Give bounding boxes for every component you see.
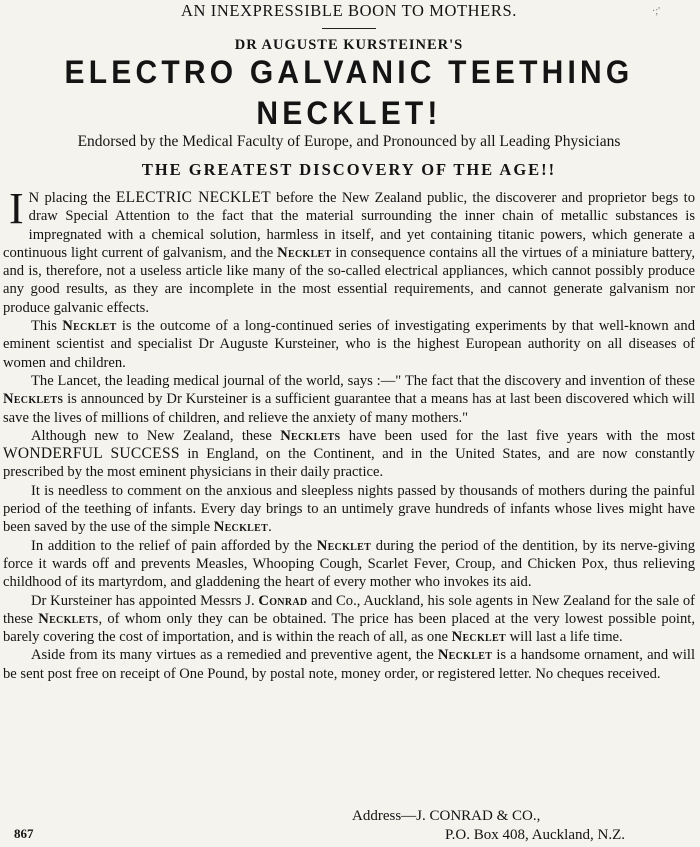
text-run-smallcaps: Necklet xyxy=(213,519,269,536)
text-run: is the outcome of a long-continued series of investigating experiments by that well-known and eminent scientist and specialist Dr Auguste Kursteiner, who is the highest European authority on all diseases of women and children. xyxy=(3,318,695,371)
endorsement-text: Endorsed by the Medical Faculty of Europe, and Pronounced by all Leading Physicians xyxy=(77,133,621,150)
print-speck: ·;' xyxy=(652,6,660,17)
text-run: Aside from its many virtues as a remedied and preventive agent, the xyxy=(31,647,438,664)
text-run-emphasis: ELECTRIC NECKLET xyxy=(115,189,271,206)
paragraph-1 xyxy=(3,184,696,317)
heading-rule xyxy=(322,28,376,29)
top-heading: AN INEXPRESSIBLE BOON TO MOTHERS. xyxy=(181,1,517,20)
text-run: and Co., Auckland, his sole agents in New Zealand for the sale of these xyxy=(3,592,695,627)
text-run: Although new to New Zealand, these xyxy=(31,427,281,444)
paragraph-8 xyxy=(3,646,695,683)
paragraph-5 xyxy=(3,482,695,537)
paragraph-2 xyxy=(3,317,695,372)
ad-reference-number: 867 xyxy=(14,826,34,841)
text-run: Dr Kursteiner has appointed Messrs J. xyxy=(31,592,259,609)
paragraph-3 xyxy=(3,372,695,427)
advert-body xyxy=(3,184,696,683)
text-run: N placing the xyxy=(28,190,116,206)
text-run-smallcaps: Necklet xyxy=(437,647,493,664)
text-run: in England, on the Continent, and in the United States, and are now constantly prescribed by the most eminent physicians in their daily practice. xyxy=(3,446,695,481)
text-run-smallcaps: Necklets xyxy=(38,610,99,627)
paragraph-6 xyxy=(3,537,695,592)
text-run-smallcaps: Necklet xyxy=(316,537,372,554)
text-run: . xyxy=(268,519,272,536)
text-run: This xyxy=(31,318,63,335)
text-run: In addition to the relief of pain afforded by the xyxy=(31,537,317,554)
text-run: during the period of the dentition, by its nerve-giving force it wards off and prevents Measles, Whooping Cough, Scarlet Fever, Croup, and Chicken Pox, thus relieving childhood of its martyrdom, and gladdening the heart of every mother who invokes its aid. xyxy=(3,537,695,591)
text-run: before the New Zealand public, the discoverer and proprietor begs to draw Special Attention to the fact that the material surrounding the inner chain of metallic substances is impregnated with a chemical solution, harmless in itself, and yet containing titanic powers, which generate a continuous light current of galvanism, and the xyxy=(3,190,695,261)
text-run: have been used for the last five years with the most xyxy=(340,427,695,444)
tagline: THE GREATEST DISCOVERY OF THE AGE!! xyxy=(141,160,557,179)
text-run-smallcaps: Necklet xyxy=(62,318,117,335)
text-run-smallcaps: Necklets xyxy=(280,427,341,444)
text-run-smallcaps: Necklet xyxy=(277,244,332,261)
text-run: is a handsome ornament, and will be sent post free on receipt of One Pound, by postal note, money order, or registered letter. No cheques received. xyxy=(3,647,696,682)
text-run: The Lancet, the leading medical journal of the world, says :—" The fact that the discovery and invention of these xyxy=(31,372,695,389)
paragraph-7 xyxy=(3,592,695,647)
text-run-emphasis: WONDERFUL SUCCESS xyxy=(3,445,180,463)
text-run: will last a life time. xyxy=(505,629,623,646)
drop-cap: I xyxy=(9,184,24,233)
text-run: It is needless to comment on the anxious and sleepless nights passed by thousands of mothers during the painful period of the teething of infants. Every day brings to an untimely grave hundreds of infants whose lives might have been saved by the use of the simple xyxy=(3,482,695,536)
text-run: in consequence contains all the virtues of a miniature battery, and is, therefore, not a useless article like many of the so-called electrical appliances, which cannot possibly produce any good results, as they are incomplete in the most essential requirements, and cannot generate galvanism nor produce galvanic effects. xyxy=(3,244,696,316)
byline: DR AUGUSTE KURSTEINER'S xyxy=(234,37,464,53)
text-run: , of whom only they can be obtained. The price has been placed at the very lowest possible point, barely covering the cost of importation, and is within the reach of all, as one xyxy=(3,610,695,646)
text-run-smallcaps: Necklets xyxy=(3,391,64,408)
address-line-2: P.O. Box 408, Auckland, N.Z. xyxy=(445,827,625,843)
address-line-1: Address—J. CONRAD & CO., xyxy=(352,808,541,824)
paragraph-4 xyxy=(3,427,695,482)
text-run-smallcaps: Conrad xyxy=(258,592,308,609)
text-run: is announced by Dr Kursteiner is a sufficient guarantee that a means has at last been discovered which will save the lives of millions of children, and relieve the anxiety of many mothers." xyxy=(3,391,695,426)
product-title: ELECTRO GALVANIC TEETHING NECKLET! xyxy=(64,55,634,132)
text-run-smallcaps: Necklet xyxy=(451,629,506,646)
address-block xyxy=(352,807,625,845)
